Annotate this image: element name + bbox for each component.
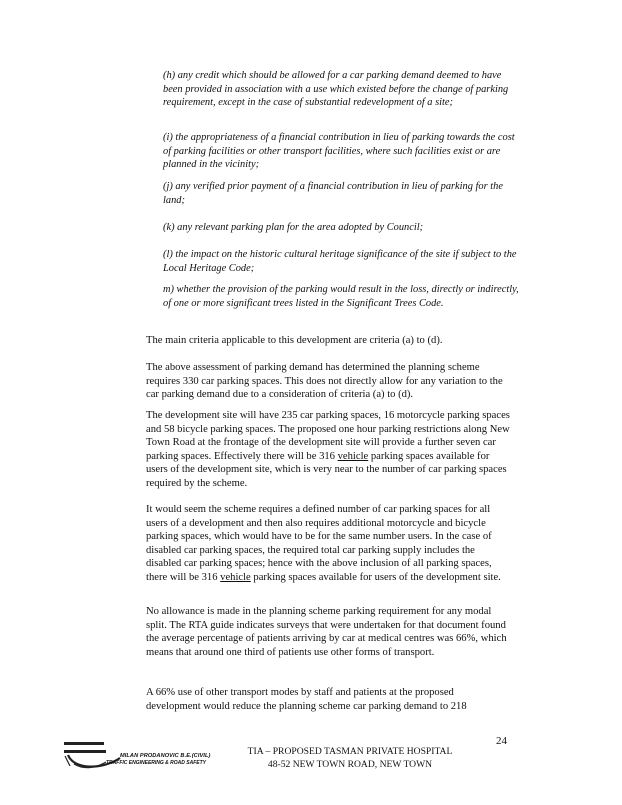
p4-underlined-word: vehicle	[220, 571, 251, 583]
paragraph-scheme-requirements	[146, 503, 510, 585]
footer-line-1: TIA – PROPOSED TASMAN PRIVATE HOSPITAL	[247, 746, 453, 757]
criterion-i	[163, 131, 523, 172]
logo-company-name: MILAN PRODANOVIC B.E.(CIVIL)	[120, 753, 211, 759]
criterion-l	[163, 248, 523, 275]
page-number: 24	[496, 735, 507, 747]
paragraph-modal-split: No allowance is made in the planning scheme parking requirement for any modal split. The RTA guide indicates surveys that were undertaken for that document found the average percentage of patients arriving by car at medical centres was 66%, which means that around one third of patients use other forms of transport.	[146, 606, 507, 658]
logo-tagline: TRAFFIC ENGINEERING & ROAD SAFETY	[106, 760, 207, 766]
criterion-l-text: (l) the impact on the historic cultural heritage significance of the site if subject to the Local Heritage Code;	[163, 249, 517, 274]
p3-text-a: The development site will have 235 car parking spaces, 16 motorcycle parking spaces and 58 bicycle parking spaces. The proposed one hour parking restrictions along New Town Road at the frontage of the development site will provide a further seven car parking spaces. Effectively there will be 316	[146, 410, 510, 462]
criterion-m-text: m) whether the provision of the parking would result in the loss, directly or indirectly, of one or more significant trees listed in the Significant Trees Code.	[163, 284, 519, 309]
criterion-j	[163, 180, 523, 207]
criterion-k	[163, 221, 523, 235]
p3-underlined-word: vehicle	[337, 450, 369, 462]
paragraph-transport-modes: A 66% use of other transport modes by staff and patients at the proposed development would reduce the planning scheme car parking demand to 218	[146, 687, 467, 712]
p3-text-b: parking spaces available for users of the development site, which is very near to the number of car parking spaces required by the scheme.	[146, 450, 507, 489]
criterion-j-text: (j) any verified prior payment of a financial contribution in lieu of parking for the land;	[163, 181, 503, 206]
company-logo-icon	[62, 746, 232, 772]
footer-logo-bar	[64, 742, 104, 745]
paragraph-parking-demand: The above assessment of parking demand has determined the planning scheme requires 330 car parking spaces. This does not directly allow for any variation to the car parking demand due to a consideration of criteria (a) to (d).	[146, 362, 503, 401]
p4-text-a: It would seem the scheme requires a defined number of car parking spaces for all users of a development and then also requires additional motorcycle and bicycle parking spaces, which would have to be for the same number users. In the case of disabled car parking spaces, the required total car parking supply includes the disabled car parking spaces; hence with the above inclusion of all parking spaces, there will be 316	[146, 504, 492, 583]
criterion-i-text: (i) the appropriateness of a financial contribution in lieu of parking towards the cost of parking facilities or other transport facilities, where such facilities exist or are planned in the vicinity;	[163, 132, 515, 171]
paragraph-development-site	[146, 409, 510, 491]
criterion-h	[163, 69, 523, 110]
paragraph-main-criteria: The main criteria applicable to this development are criteria (a) to (d).	[146, 335, 443, 346]
footer-project-title	[230, 745, 470, 771]
p4-text-b: parking spaces available for users of the development site.	[253, 571, 501, 583]
criterion-h-text: (h) any credit which should be allowed for a car parking demand deemed to have been provided in association with a use which existed before the change of parking requirement, except in the case of substantial redevelopment of a site;	[163, 70, 509, 109]
footer-line-2: 48-52 NEW TOWN ROAD, NEW TOWN	[267, 759, 433, 770]
criterion-m	[163, 283, 523, 310]
criterion-k-text: (k) any relevant parking plan for the area adopted by Council;	[163, 222, 424, 233]
